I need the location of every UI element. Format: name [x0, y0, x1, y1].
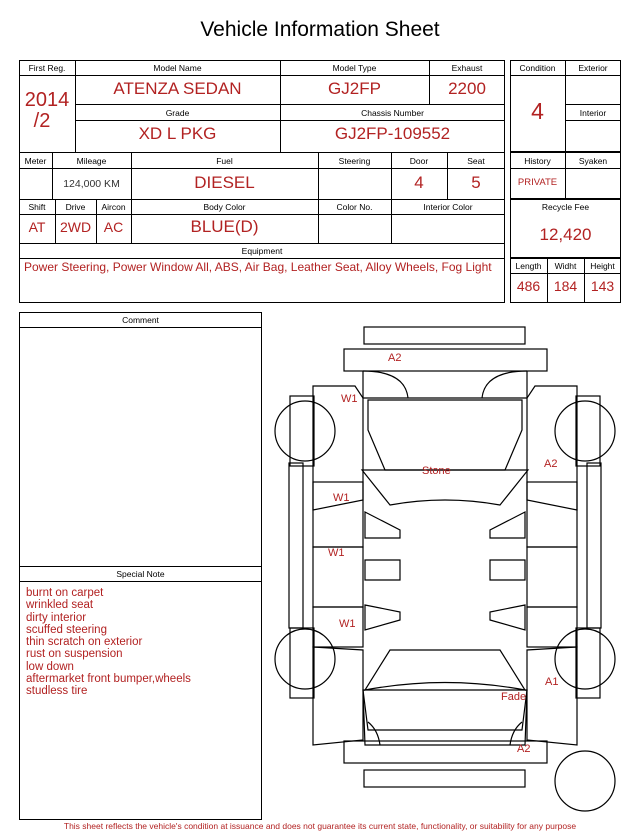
left-front-wheel — [275, 401, 335, 461]
history-value: PRIVATE — [517, 177, 558, 188]
door-value: 4 — [414, 173, 424, 192]
grade-label: Grade — [165, 108, 190, 118]
damage-mark-w1-top-left: W1 — [341, 393, 358, 405]
interior-color-label: Interior Color — [423, 202, 473, 212]
model-name-value: ATENZA SEDAN — [113, 79, 242, 98]
special-note-item: thin scratch on exterior — [26, 636, 143, 649]
right-rear-quarter — [527, 607, 577, 647]
special-note-item: dirty interior — [26, 611, 87, 624]
drive-value: 2WD — [59, 219, 92, 235]
color-no-label: Color No. — [336, 202, 373, 212]
damage-mark-w1-left-3: W1 — [339, 618, 356, 630]
right-front-door — [527, 482, 577, 547]
recycle-fee-value: 12,420 — [539, 225, 592, 244]
exterior-label: Exterior — [578, 63, 608, 73]
rear-window — [365, 650, 525, 690]
special-note-item: aftermarket front bumper,wheels — [26, 673, 191, 686]
syaken-label: Syaken — [578, 156, 608, 166]
chassis-number-label: Chassis Number — [361, 108, 424, 118]
shift-label: Shift — [28, 202, 46, 212]
special-note-item: scuffed steering — [26, 623, 107, 636]
model-type-value: GJ2FP — [328, 79, 381, 98]
front-bumper-part — [364, 327, 525, 344]
door-label: Door — [409, 156, 429, 166]
equipment-value: Power Steering, Power Window All, ABS, Air Bag, Leather Seat, Alloy Wheels, Fog Light — [24, 260, 492, 274]
special-note-item: low down — [26, 660, 74, 673]
right-front-fender — [527, 386, 577, 510]
special-note-item: rust on suspension — [26, 648, 123, 661]
shift-value: AT — [28, 219, 46, 235]
spare-wheel — [555, 751, 615, 811]
equipment-label: Equipment — [241, 246, 283, 256]
damage-mark-a2-bottom: A2 — [517, 743, 531, 755]
chassis-number-value: GJ2FP-109552 — [334, 124, 451, 143]
left-rear-quarter — [313, 607, 363, 647]
special-note-label: Special Note — [116, 569, 165, 579]
damage-mark-w1-left-2: W1 — [328, 547, 345, 559]
right-front-wheel — [555, 401, 615, 461]
interior-label: Interior — [579, 108, 607, 118]
height-label: Height — [590, 261, 615, 271]
fuel-label: Fuel — [216, 156, 233, 166]
special-note-item: studless tire — [26, 685, 88, 698]
damage-mark-a2-right: A2 — [544, 458, 558, 470]
seat-label: Seat — [467, 156, 485, 166]
first-reg-month: /2 — [33, 110, 51, 132]
hood-front — [363, 371, 527, 398]
hood — [368, 400, 522, 470]
model-name-label: Model Name — [153, 63, 202, 73]
condition-label: Condition — [519, 63, 556, 73]
fuel-value: DIESEL — [194, 173, 255, 192]
rear-bumper-part — [364, 770, 525, 787]
height-value: 143 — [590, 278, 615, 294]
body-color-label: Body Color — [203, 202, 246, 212]
history-label: History — [524, 156, 551, 166]
length-label: Length — [515, 261, 542, 271]
grade-value: XD L PKG — [138, 124, 217, 143]
damage-mark-w1-left-1: W1 — [333, 492, 350, 504]
body-color-value: BLUE(D) — [190, 217, 259, 236]
meter-label: Meter — [24, 156, 47, 166]
left-rear-wheel — [275, 629, 335, 689]
width-value: 184 — [553, 278, 578, 294]
width-label: Widht — [554, 261, 577, 271]
damage-mark-fade: Fade — [501, 691, 527, 703]
recycle-fee-label: Recycle Fee — [541, 202, 590, 212]
aircon-value: AC — [103, 219, 124, 235]
mileage-value: 124,000 KM — [63, 178, 120, 190]
right-rear-door — [527, 547, 577, 607]
length-value: 486 — [516, 278, 541, 294]
condition-value: 4 — [531, 98, 544, 124]
special-note-item: wrinkled seat — [26, 599, 94, 612]
steering-label: Steering — [338, 156, 371, 166]
right-side-sill — [587, 463, 601, 628]
exhaust-value: 2200 — [448, 79, 486, 98]
comment-label: Comment — [122, 315, 159, 325]
model-type-label: Model Type — [332, 63, 377, 73]
disclaimer-footer: This sheet reflects the vehicle's condition at issuance and does not guarantee its current state, functionality, or suitability for any purpose — [63, 821, 577, 831]
left-side-sill — [289, 463, 303, 628]
first-reg-label: First Reg. — [28, 63, 66, 73]
seat-value: 5 — [471, 173, 481, 192]
drive-label: Drive — [65, 202, 86, 212]
damage-mark-a1-right: A1 — [545, 676, 559, 688]
first-reg-year: 2014 — [24, 89, 70, 111]
special-note-item: burnt on carpet — [26, 587, 104, 599]
sheet-title: Vehicle Information Sheet — [200, 18, 440, 41]
exhaust-label: Exhaust — [451, 63, 483, 73]
right-rear-wheel — [555, 629, 615, 689]
aircon-label: Aircon — [101, 202, 126, 212]
front-bumper — [344, 349, 547, 371]
damage-mark-stone: Stone — [422, 465, 451, 477]
damage-mark-a2-top: A2 — [388, 352, 402, 364]
mileage-label: Mileage — [76, 156, 107, 166]
